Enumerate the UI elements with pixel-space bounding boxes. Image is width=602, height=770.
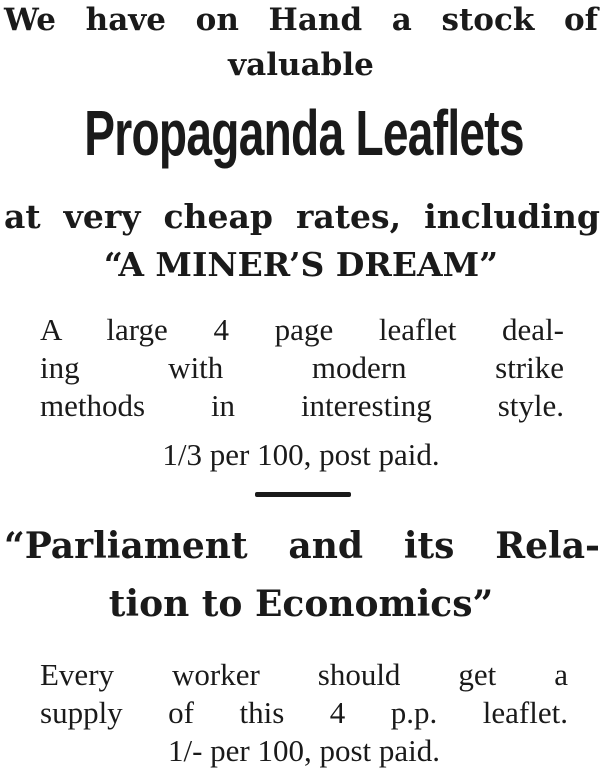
divider (255, 492, 351, 497)
leaflet-1-desc-line: A large 4 page leaflet deal- (40, 312, 564, 347)
leaflet-2-title-line-1: “Parliament and its Rela- (4, 525, 600, 567)
leaflet-2-desc-line: Every worker should get a (40, 657, 568, 692)
leaflet-1-desc-line: ing with modern strike (40, 350, 564, 385)
leaflet-2-description (40, 656, 568, 770)
leaflet-2-title-line-2: tion to Economics” (108, 583, 494, 625)
intro-line-2: valuable (228, 47, 374, 83)
leaflet-1-desc-line: methods in interesting style. (40, 388, 564, 423)
leaflet-2-price: 1/- per 100, post paid. (167, 733, 441, 768)
headline: Propaganda Leaflets (84, 97, 524, 169)
leaflet-2-desc-line: supply of this 4 p.p. leaflet. (40, 695, 568, 730)
leaflet-1-title: “A MINER’S DREAM” (103, 245, 499, 284)
intro-line: We have on Hand a stock of (4, 2, 598, 38)
leaflet-1-price: 1/3 per 100, post paid. (162, 437, 440, 472)
rates-line: at very cheap rates, including (4, 197, 600, 236)
leaflet-1-description (40, 311, 564, 425)
